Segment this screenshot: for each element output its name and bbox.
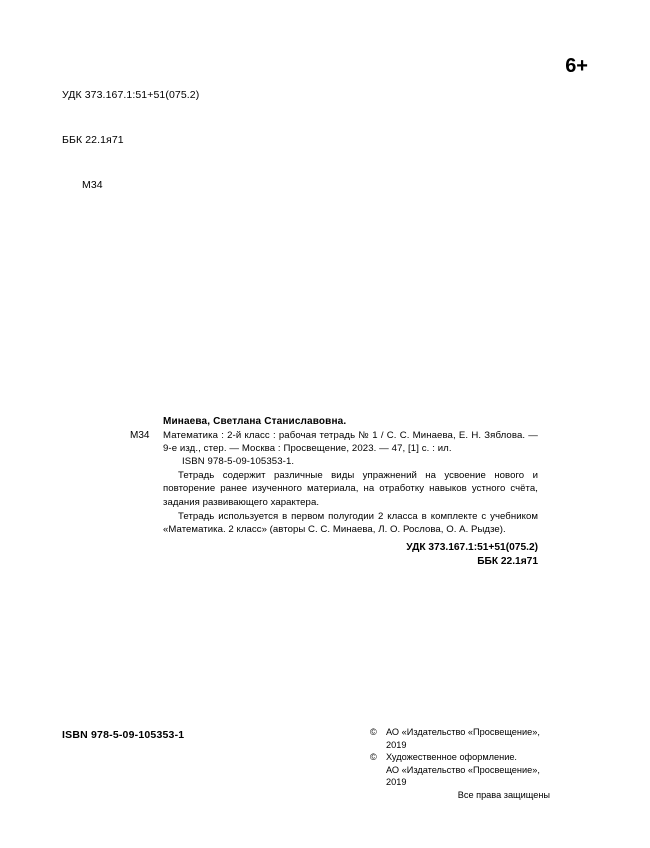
isbn-footer: ISBN 978-5-09-105353-1 bbox=[62, 729, 185, 741]
author-sigil-top: М34 bbox=[82, 179, 103, 191]
rights-reserved-text: Все права защищены bbox=[457, 789, 550, 800]
age-rating-badge: 6+ bbox=[565, 55, 588, 77]
description-block bbox=[130, 429, 538, 455]
isbn-biblio: ISBN 978-5-09-105353-1. bbox=[182, 456, 295, 468]
copyright-line-3 bbox=[370, 764, 550, 789]
copyright-line-2 bbox=[370, 751, 550, 764]
classification-codes-biblio bbox=[130, 541, 538, 569]
publication-description: Математика : 2-й класс : рабочая тетрадь № 1 / С. С. Минаева, Е. Н. Зяблова. — 9-е изд., стер. — Москва : Просвещение, 2023. — 47, [1] с. : ил. bbox=[163, 430, 538, 455]
copyright-icon-2: © bbox=[370, 752, 377, 763]
top-classification-codes bbox=[62, 58, 199, 223]
bbk-code-biblio: ББК 22.1я71 bbox=[477, 555, 538, 567]
udk-code-top: УДК 373.167.1:51+51(075.2) bbox=[62, 89, 200, 101]
author-name: Минаева, Светлана Станиславовна. bbox=[163, 416, 347, 427]
copyright-text-2b: АО «Издательство «Просвещение», 2019 bbox=[386, 764, 540, 788]
annotation-paragraph-1: Тетрадь содержит различные виды упражнений на усвоение нового и повторение ранее изученного материала, на отработку навыков устного счёта, задания развивающего характера. bbox=[163, 470, 538, 508]
copyright-icon: © bbox=[370, 727, 377, 737]
copyright-text-2a: Художественное оформление. bbox=[386, 752, 517, 763]
annotation-paragraph-2: Тетрадь используется в первом полугодии 2 класса в комплекте с учебником «Математика. 2 класс» (авторы С. С. Минаева, Л. О. Рослова, О. А. Рыдзе). bbox=[163, 510, 538, 535]
copyright-block bbox=[370, 726, 550, 802]
bibliographic-record bbox=[130, 415, 538, 569]
copyright-line-1 bbox=[370, 726, 550, 751]
copyright-text-1: АО «Издательство «Просвещение», 2019 bbox=[386, 727, 540, 750]
author-sigil-biblio: М34 bbox=[130, 430, 150, 442]
bbk-code-top: ББК 22.1я71 bbox=[62, 134, 124, 146]
udk-code-biblio: УДК 373.167.1:51+51(075.2) bbox=[406, 541, 538, 553]
